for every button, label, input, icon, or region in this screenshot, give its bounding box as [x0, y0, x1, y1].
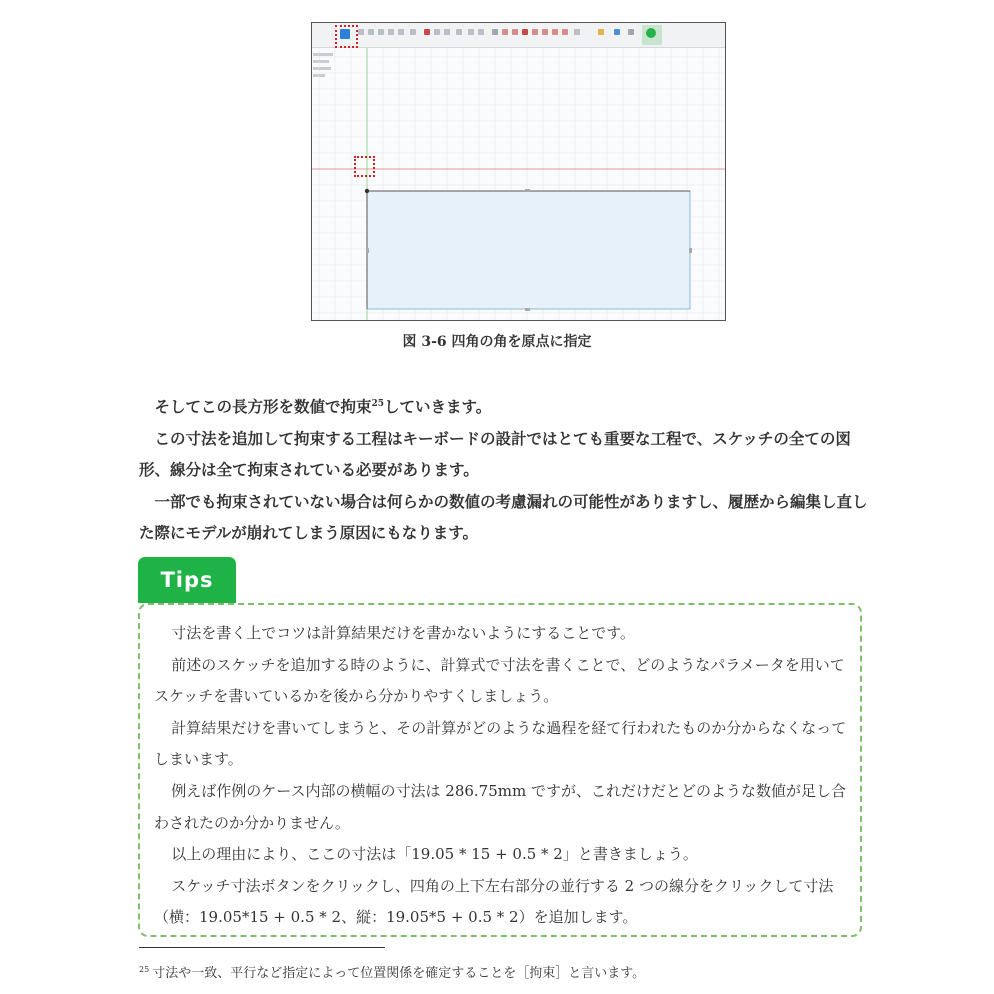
- select-tool-icon[interactable]: [628, 29, 634, 35]
- footnote-number: 25: [139, 965, 150, 974]
- footnote-ref[interactable]: 25: [371, 399, 385, 409]
- tangent-constraint-icon[interactable]: [532, 29, 538, 35]
- tips-line: 計算結果だけを書いてしまうと、その計算がどのような過程を経て行われたものか分からなくなってしまいます。: [154, 718, 847, 769]
- project-tool-icon[interactable]: [456, 29, 462, 35]
- midpoint-marker-right: [689, 248, 692, 253]
- arc-tool-icon[interactable]: [378, 29, 384, 35]
- paragraph: 一部でも拘束されていない場合は何らかの数値の考慮漏れの可能性がありますし、履歴から編集し直した際にモデルが崩れてしまう原因にもなります。: [139, 491, 868, 542]
- midpoint-marker-left: [366, 248, 369, 253]
- toolbar-group-label: ‥: [374, 23, 377, 27]
- line-tool-icon[interactable]: [358, 29, 364, 35]
- rectangle-tool-highlight: [335, 25, 358, 48]
- tips-line: 寸法を書く上でコツは計算結果だけを書かないようにすることです。: [171, 624, 636, 642]
- polygon-tool-icon[interactable]: [388, 29, 394, 35]
- paragraph-text: していきます。: [384, 397, 492, 416]
- tips-line: 前述のスケッチを追加する時のように、計算式で寸法を書くことで、どのようなパラメータを用いてスケッチを書いているかを後から分かりやすくしましょう。: [154, 655, 845, 706]
- trim-tool-icon[interactable]: [410, 29, 416, 35]
- symmetry-constraint-icon[interactable]: [562, 29, 568, 35]
- body-text: [139, 389, 880, 549]
- toolbar-group-label: ‥: [484, 23, 487, 27]
- paragraph: この寸法を追加して拘束する工程はキーボードの設計ではとても重要な工程で、スケッチの全ての図形、線分は全て拘束されている必要があります。: [139, 428, 851, 479]
- paragraph-text: そしてこの長方形を数値で拘束: [154, 397, 372, 416]
- tips-line: 以上の理由により、ここの寸法は「19.05 * 15 + 0.5 * 2」と書きましょう。: [171, 845, 698, 864]
- paragraph: [139, 389, 880, 423]
- sketch-canvas[interactable]: [312, 48, 725, 320]
- tips-line: スケッチ寸法ボタンをクリックし、四角の上下左右部分の並行する 2 つの線分をクリックして寸法（横：19.05*15 + 0.5 * 2、縦：19.05*5 + 0.5 * 2）を追加します。: [154, 876, 834, 927]
- equal-constraint-icon[interactable]: [552, 29, 558, 35]
- figure-caption: 図 3-6 四角の角を原点に指定: [402, 334, 592, 350]
- midpoint-marker-bottom: [525, 308, 530, 311]
- curvature-constraint-icon[interactable]: [574, 29, 580, 35]
- footnote-text: 寸法や一致、平行など指定によって位置関係を確定することを［拘束］と言います。: [152, 966, 646, 981]
- concentric-constraint-icon[interactable]: [542, 29, 548, 35]
- point-tool-icon[interactable]: [478, 29, 484, 35]
- origin-corner-highlight: [354, 156, 375, 177]
- offset-tool-icon[interactable]: [434, 29, 440, 35]
- cad-toolbar: [312, 23, 725, 48]
- sketch-rectangle: [367, 191, 690, 309]
- tips-content: [154, 618, 854, 934]
- ellipse-tool-icon[interactable]: [398, 29, 404, 35]
- parallel-constraint-icon[interactable]: [502, 29, 508, 35]
- tips-line: 例えば作例のケース内部の横幅の寸法は 286.75mm ですが、これだけだとどのような数値が足し合わされたのか分かりません。: [154, 781, 846, 832]
- toolbar-group-label: ‥: [462, 23, 465, 27]
- tips-label: Tips: [138, 557, 236, 603]
- midpoint-marker-top: [525, 189, 530, 192]
- toolbar-group-label: ‥: [408, 23, 411, 27]
- move-tool-icon[interactable]: [444, 29, 450, 35]
- perpendicular-constraint-icon[interactable]: [512, 29, 518, 35]
- insert-image-icon[interactable]: [614, 29, 620, 35]
- finish-sketch-icon[interactable]: [646, 28, 656, 38]
- constraint-lock-icon[interactable]: [522, 29, 528, 35]
- inspect-icon[interactable]: [598, 29, 604, 35]
- footnote: [139, 962, 645, 981]
- dimension-tool-icon[interactable]: [468, 29, 474, 35]
- scissors-icon[interactable]: [424, 29, 430, 35]
- coincident-constraint-icon[interactable]: [492, 29, 498, 35]
- origin-point: [365, 189, 369, 193]
- spline-tool-icon[interactable]: [368, 29, 374, 35]
- footnote-rule: [139, 947, 385, 948]
